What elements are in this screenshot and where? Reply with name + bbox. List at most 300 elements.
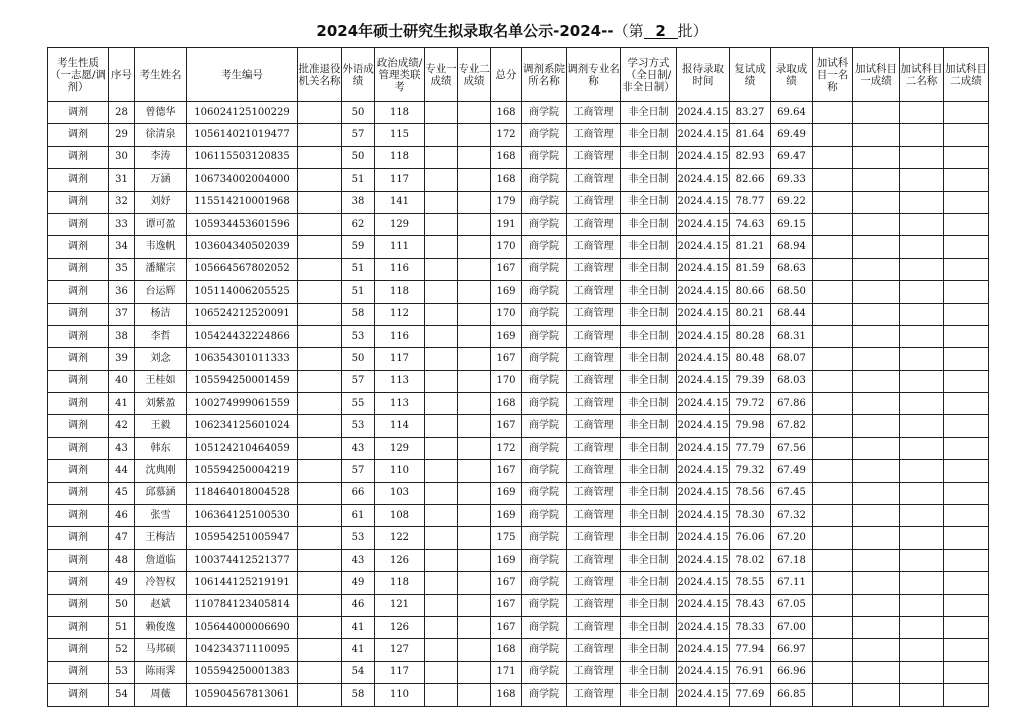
applicant-name-cell: 赵斌 xyxy=(135,594,187,616)
adjust-major-cell: 工商管理 xyxy=(567,549,621,571)
retest-score-cell: 76.91 xyxy=(730,661,771,683)
extra-subject-one-name-cell xyxy=(813,594,853,616)
extra-subject-two-name-cell xyxy=(900,213,944,235)
retest-score-cell: 80.28 xyxy=(730,325,771,347)
admission-date-cell: 2024.4.15 xyxy=(677,505,730,527)
veteran-authority-cell xyxy=(298,661,342,683)
admission-score-cell: 68.31 xyxy=(771,325,813,347)
politics-score-cell: 116 xyxy=(375,325,425,347)
major-one-score-cell xyxy=(425,146,458,168)
extra-subject-two-score-cell xyxy=(944,661,989,683)
study-mode-cell: 非全日制 xyxy=(621,213,677,235)
applicant-name-cell: 邱慕涵 xyxy=(135,482,187,504)
admission-date-cell: 2024.4.15 xyxy=(677,684,730,706)
foreign-language-score-cell: 41 xyxy=(342,639,375,661)
table-row xyxy=(48,415,989,437)
retest-score-cell: 76.06 xyxy=(730,527,771,549)
admission-date-cell: 2024.4.15 xyxy=(677,639,730,661)
serial-no-cell: 50 xyxy=(109,594,135,616)
extra-subject-one-score-cell xyxy=(853,393,900,415)
serial-no-cell: 29 xyxy=(109,124,135,146)
major-two-score-cell xyxy=(458,549,491,571)
admission-score-cell: 69.47 xyxy=(771,146,813,168)
politics-score-cell: 113 xyxy=(375,393,425,415)
serial-no-cell: 32 xyxy=(109,191,135,213)
extra-subject-one-score-cell xyxy=(853,102,900,124)
table-row xyxy=(48,572,989,594)
veteran-authority-cell xyxy=(298,124,342,146)
major-one-score-cell xyxy=(425,527,458,549)
veteran-authority-cell xyxy=(298,146,342,168)
serial-no-cell: 28 xyxy=(109,102,135,124)
admission-score-cell: 66.85 xyxy=(771,684,813,706)
applicant-name-cell: 韩东 xyxy=(135,437,187,459)
study-mode-cell: 非全日制 xyxy=(621,258,677,280)
admission-date-cell: 2024.4.15 xyxy=(677,236,730,258)
extra-subject-one-name-cell xyxy=(813,616,853,638)
admission-score-cell: 68.63 xyxy=(771,258,813,280)
applicant-type-cell: 调剂 xyxy=(48,549,109,571)
study-mode-cell: 非全日制 xyxy=(621,661,677,683)
study-mode-cell: 非全日制 xyxy=(621,281,677,303)
adjust-major-cell: 工商管理 xyxy=(567,460,621,482)
study-mode-cell: 非全日制 xyxy=(621,393,677,415)
table-row xyxy=(48,169,989,191)
applicant-name-cell: 李哲 xyxy=(135,325,187,347)
adjust-school-cell: 商学院 xyxy=(522,661,567,683)
veteran-authority-cell xyxy=(298,684,342,706)
applicant-type-cell: 调剂 xyxy=(48,437,109,459)
table-row xyxy=(48,258,989,280)
column-header: 复试成绩 xyxy=(730,48,771,102)
adjust-school-cell: 商学院 xyxy=(522,415,567,437)
major-two-score-cell xyxy=(458,415,491,437)
admission-score-cell: 67.86 xyxy=(771,393,813,415)
serial-no-cell: 34 xyxy=(109,236,135,258)
extra-subject-two-name-cell xyxy=(900,549,944,571)
politics-score-cell: 112 xyxy=(375,303,425,325)
applicant-name-cell: 冷智权 xyxy=(135,572,187,594)
extra-subject-two-score-cell xyxy=(944,393,989,415)
major-two-score-cell xyxy=(458,482,491,504)
veteran-authority-cell xyxy=(298,191,342,213)
admission-date-cell: 2024.4.15 xyxy=(677,102,730,124)
admission-score-cell: 67.32 xyxy=(771,505,813,527)
major-one-score-cell xyxy=(425,460,458,482)
adjust-school-cell: 商学院 xyxy=(522,348,567,370)
total-score-cell: 170 xyxy=(491,303,522,325)
major-one-score-cell xyxy=(425,102,458,124)
admission-date-cell: 2024.4.15 xyxy=(677,616,730,638)
adjust-major-cell: 工商管理 xyxy=(567,370,621,392)
adjust-school-cell: 商学院 xyxy=(522,146,567,168)
extra-subject-two-score-cell xyxy=(944,437,989,459)
adjust-school-cell: 商学院 xyxy=(522,527,567,549)
serial-no-cell: 41 xyxy=(109,393,135,415)
admission-score-cell: 67.45 xyxy=(771,482,813,504)
title-prefix: 2024年硕士研究生拟录取名单公示-2024-- xyxy=(316,22,614,40)
extra-subject-two-name-cell xyxy=(900,281,944,303)
major-two-score-cell xyxy=(458,124,491,146)
admission-score-cell: 67.56 xyxy=(771,437,813,459)
applicant-name-cell: 王桂如 xyxy=(135,370,187,392)
major-two-score-cell xyxy=(458,437,491,459)
extra-subject-two-score-cell xyxy=(944,594,989,616)
applicant-type-cell: 调剂 xyxy=(48,460,109,482)
major-two-score-cell xyxy=(458,303,491,325)
study-mode-cell: 非全日制 xyxy=(621,639,677,661)
extra-subject-two-name-cell xyxy=(900,460,944,482)
adjust-major-cell: 工商管理 xyxy=(567,505,621,527)
major-one-score-cell xyxy=(425,684,458,706)
table-row xyxy=(48,482,989,504)
veteran-authority-cell xyxy=(298,616,342,638)
foreign-language-score-cell: 57 xyxy=(342,460,375,482)
table-row xyxy=(48,460,989,482)
adjust-major-cell: 工商管理 xyxy=(567,146,621,168)
total-score-cell: 167 xyxy=(491,348,522,370)
retest-score-cell: 82.66 xyxy=(730,169,771,191)
applicant-type-cell: 调剂 xyxy=(48,482,109,504)
extra-subject-two-score-cell xyxy=(944,482,989,504)
politics-score-cell: 117 xyxy=(375,348,425,370)
applicant-name-cell: 刘念 xyxy=(135,348,187,370)
foreign-language-score-cell: 53 xyxy=(342,527,375,549)
applicant-id-cell: 106364125100530 xyxy=(187,505,298,527)
total-score-cell: 170 xyxy=(491,370,522,392)
applicant-name-cell: 杨洁 xyxy=(135,303,187,325)
major-one-score-cell xyxy=(425,124,458,146)
table-row xyxy=(48,616,989,638)
total-score-cell: 172 xyxy=(491,124,522,146)
extra-subject-two-name-cell xyxy=(900,616,944,638)
header-row xyxy=(48,48,989,102)
admission-score-cell: 67.00 xyxy=(771,616,813,638)
adjust-school-cell: 商学院 xyxy=(522,213,567,235)
admission-score-cell: 69.15 xyxy=(771,213,813,235)
extra-subject-one-name-cell xyxy=(813,572,853,594)
serial-no-cell: 51 xyxy=(109,616,135,638)
applicant-id-cell: 106354301011333 xyxy=(187,348,298,370)
applicant-id-cell: 106234125601024 xyxy=(187,415,298,437)
extra-subject-one-name-cell xyxy=(813,661,853,683)
applicant-type-cell: 调剂 xyxy=(48,213,109,235)
major-one-score-cell xyxy=(425,437,458,459)
table-row xyxy=(48,661,989,683)
admission-score-cell: 67.05 xyxy=(771,594,813,616)
politics-score-cell: 126 xyxy=(375,549,425,571)
major-one-score-cell xyxy=(425,325,458,347)
column-header: 批准退役机关名称 xyxy=(298,48,342,102)
serial-no-cell: 33 xyxy=(109,213,135,235)
extra-subject-two-score-cell xyxy=(944,325,989,347)
serial-no-cell: 30 xyxy=(109,146,135,168)
retest-score-cell: 79.72 xyxy=(730,393,771,415)
extra-subject-two-score-cell xyxy=(944,303,989,325)
applicant-type-cell: 调剂 xyxy=(48,393,109,415)
retest-score-cell: 78.02 xyxy=(730,549,771,571)
extra-subject-one-name-cell xyxy=(813,348,853,370)
study-mode-cell: 非全日制 xyxy=(621,348,677,370)
adjust-school-cell: 商学院 xyxy=(522,549,567,571)
extra-subject-one-name-cell xyxy=(813,370,853,392)
admission-date-cell: 2024.4.15 xyxy=(677,460,730,482)
adjust-school-cell: 商学院 xyxy=(522,594,567,616)
total-score-cell: 167 xyxy=(491,616,522,638)
adjust-major-cell: 工商管理 xyxy=(567,236,621,258)
applicant-name-cell: 沈典刚 xyxy=(135,460,187,482)
applicant-type-cell: 调剂 xyxy=(48,594,109,616)
admission-date-cell: 2024.4.15 xyxy=(677,281,730,303)
total-score-cell: 167 xyxy=(491,572,522,594)
applicant-type-cell: 调剂 xyxy=(48,415,109,437)
admission-score-cell: 66.96 xyxy=(771,661,813,683)
extra-subject-two-score-cell xyxy=(944,236,989,258)
extra-subject-two-score-cell xyxy=(944,460,989,482)
extra-subject-one-name-cell xyxy=(813,505,853,527)
retest-score-cell: 74.63 xyxy=(730,213,771,235)
study-mode-cell: 非全日制 xyxy=(621,303,677,325)
foreign-language-score-cell: 43 xyxy=(342,549,375,571)
admission-score-cell: 69.49 xyxy=(771,124,813,146)
applicant-id-cell: 105954251005947 xyxy=(187,527,298,549)
serial-no-cell: 31 xyxy=(109,169,135,191)
adjust-major-cell: 工商管理 xyxy=(567,684,621,706)
extra-subject-two-name-cell xyxy=(900,102,944,124)
adjust-school-cell: 商学院 xyxy=(522,505,567,527)
extra-subject-one-score-cell xyxy=(853,348,900,370)
extra-subject-two-score-cell xyxy=(944,639,989,661)
adjust-major-cell: 工商管理 xyxy=(567,482,621,504)
admission-date-cell: 2024.4.15 xyxy=(677,572,730,594)
applicant-name-cell: 詹道临 xyxy=(135,549,187,571)
politics-score-cell: 121 xyxy=(375,594,425,616)
foreign-language-score-cell: 51 xyxy=(342,169,375,191)
total-score-cell: 169 xyxy=(491,281,522,303)
applicant-id-cell: 105644000006690 xyxy=(187,616,298,638)
retest-score-cell: 81.59 xyxy=(730,258,771,280)
applicant-type-cell: 调剂 xyxy=(48,258,109,280)
adjust-school-cell: 商学院 xyxy=(522,102,567,124)
admission-score-cell: 69.22 xyxy=(771,191,813,213)
study-mode-cell: 非全日制 xyxy=(621,527,677,549)
admission-date-cell: 2024.4.15 xyxy=(677,370,730,392)
extra-subject-one-score-cell xyxy=(853,236,900,258)
table-row xyxy=(48,370,989,392)
extra-subject-two-name-cell xyxy=(900,258,944,280)
extra-subject-one-score-cell xyxy=(853,415,900,437)
adjust-major-cell: 工商管理 xyxy=(567,213,621,235)
table-row xyxy=(48,102,989,124)
adjust-major-cell: 工商管理 xyxy=(567,303,621,325)
veteran-authority-cell xyxy=(298,325,342,347)
extra-subject-two-name-cell xyxy=(900,505,944,527)
major-two-score-cell xyxy=(458,505,491,527)
total-score-cell: 168 xyxy=(491,393,522,415)
major-one-score-cell xyxy=(425,639,458,661)
extra-subject-two-score-cell xyxy=(944,213,989,235)
admission-score-cell: 66.97 xyxy=(771,639,813,661)
study-mode-cell: 非全日制 xyxy=(621,370,677,392)
serial-no-cell: 43 xyxy=(109,437,135,459)
adjust-major-cell: 工商管理 xyxy=(567,325,621,347)
admission-date-cell: 2024.4.15 xyxy=(677,303,730,325)
major-two-score-cell xyxy=(458,616,491,638)
adjust-school-cell: 商学院 xyxy=(522,482,567,504)
extra-subject-two-name-cell xyxy=(900,415,944,437)
adjust-school-cell: 商学院 xyxy=(522,393,567,415)
extra-subject-one-name-cell xyxy=(813,258,853,280)
admission-score-cell: 69.64 xyxy=(771,102,813,124)
serial-no-cell: 54 xyxy=(109,684,135,706)
foreign-language-score-cell: 57 xyxy=(342,124,375,146)
politics-score-cell: 118 xyxy=(375,281,425,303)
major-two-score-cell xyxy=(458,213,491,235)
major-one-score-cell xyxy=(425,549,458,571)
major-one-score-cell xyxy=(425,594,458,616)
foreign-language-score-cell: 38 xyxy=(342,191,375,213)
applicant-type-cell: 调剂 xyxy=(48,370,109,392)
serial-no-cell: 39 xyxy=(109,348,135,370)
major-one-score-cell xyxy=(425,415,458,437)
retest-score-cell: 77.79 xyxy=(730,437,771,459)
total-score-cell: 167 xyxy=(491,415,522,437)
major-two-score-cell xyxy=(458,527,491,549)
veteran-authority-cell xyxy=(298,393,342,415)
serial-no-cell: 42 xyxy=(109,415,135,437)
foreign-language-score-cell: 51 xyxy=(342,258,375,280)
veteran-authority-cell xyxy=(298,415,342,437)
column-header: 加试科目一名称 xyxy=(813,48,853,102)
extra-subject-one-score-cell xyxy=(853,639,900,661)
total-score-cell: 167 xyxy=(491,594,522,616)
adjust-major-cell: 工商管理 xyxy=(567,258,621,280)
veteran-authority-cell xyxy=(298,370,342,392)
applicant-name-cell: 万涵 xyxy=(135,169,187,191)
applicant-name-cell: 台运辉 xyxy=(135,281,187,303)
foreign-language-score-cell: 58 xyxy=(342,303,375,325)
extra-subject-one-score-cell xyxy=(853,191,900,213)
extra-subject-two-name-cell xyxy=(900,348,944,370)
table-row xyxy=(48,146,989,168)
serial-no-cell: 40 xyxy=(109,370,135,392)
extra-subject-two-name-cell xyxy=(900,191,944,213)
applicant-type-cell: 调剂 xyxy=(48,616,109,638)
page-title xyxy=(0,20,1024,41)
major-two-score-cell xyxy=(458,281,491,303)
extra-subject-two-score-cell xyxy=(944,415,989,437)
major-two-score-cell xyxy=(458,325,491,347)
table-row xyxy=(48,594,989,616)
study-mode-cell: 非全日制 xyxy=(621,505,677,527)
table-row xyxy=(48,437,989,459)
veteran-authority-cell xyxy=(298,549,342,571)
politics-score-cell: 113 xyxy=(375,370,425,392)
extra-subject-two-score-cell xyxy=(944,572,989,594)
extra-subject-two-name-cell xyxy=(900,661,944,683)
admission-date-cell: 2024.4.15 xyxy=(677,549,730,571)
applicant-id-cell: 105114006205525 xyxy=(187,281,298,303)
applicant-id-cell: 105614021019477 xyxy=(187,124,298,146)
adjust-school-cell: 商学院 xyxy=(522,684,567,706)
foreign-language-score-cell: 46 xyxy=(342,594,375,616)
applicant-type-cell: 调剂 xyxy=(48,102,109,124)
extra-subject-one-score-cell xyxy=(853,482,900,504)
applicant-id-cell: 106524212520091 xyxy=(187,303,298,325)
extra-subject-two-name-cell xyxy=(900,370,944,392)
veteran-authority-cell xyxy=(298,169,342,191)
adjust-major-cell: 工商管理 xyxy=(567,639,621,661)
adjust-school-cell: 商学院 xyxy=(522,437,567,459)
serial-no-cell: 46 xyxy=(109,505,135,527)
major-one-score-cell xyxy=(425,281,458,303)
foreign-language-score-cell: 61 xyxy=(342,505,375,527)
extra-subject-two-name-cell xyxy=(900,684,944,706)
retest-score-cell: 78.56 xyxy=(730,482,771,504)
politics-score-cell: 110 xyxy=(375,684,425,706)
extra-subject-two-name-cell xyxy=(900,482,944,504)
admission-date-cell: 2024.4.15 xyxy=(677,169,730,191)
admission-date-cell: 2024.4.15 xyxy=(677,258,730,280)
major-two-score-cell xyxy=(458,236,491,258)
total-score-cell: 169 xyxy=(491,505,522,527)
column-header: 专业一成绩 xyxy=(425,48,458,102)
extra-subject-two-score-cell xyxy=(944,169,989,191)
admission-date-cell: 2024.4.15 xyxy=(677,527,730,549)
adjust-school-cell: 商学院 xyxy=(522,616,567,638)
applicant-id-cell: 103604340502039 xyxy=(187,236,298,258)
study-mode-cell: 非全日制 xyxy=(621,236,677,258)
extra-subject-two-score-cell xyxy=(944,102,989,124)
major-two-score-cell xyxy=(458,639,491,661)
admission-score-cell: 67.18 xyxy=(771,549,813,571)
veteran-authority-cell xyxy=(298,527,342,549)
applicant-type-cell: 调剂 xyxy=(48,325,109,347)
veteran-authority-cell xyxy=(298,437,342,459)
adjust-major-cell: 工商管理 xyxy=(567,437,621,459)
applicant-id-cell: 110784123405814 xyxy=(187,594,298,616)
major-two-score-cell xyxy=(458,594,491,616)
major-one-score-cell xyxy=(425,303,458,325)
retest-score-cell: 79.98 xyxy=(730,415,771,437)
veteran-authority-cell xyxy=(298,505,342,527)
veteran-authority-cell xyxy=(298,281,342,303)
foreign-language-score-cell: 66 xyxy=(342,482,375,504)
table-body xyxy=(48,102,989,707)
adjust-major-cell: 工商管理 xyxy=(567,661,621,683)
adjust-major-cell: 工商管理 xyxy=(567,191,621,213)
applicant-type-cell: 调剂 xyxy=(48,505,109,527)
politics-score-cell: 118 xyxy=(375,572,425,594)
major-two-score-cell xyxy=(458,572,491,594)
extra-subject-one-name-cell xyxy=(813,281,853,303)
extra-subject-two-name-cell xyxy=(900,325,944,347)
applicant-name-cell: 李涛 xyxy=(135,146,187,168)
extra-subject-two-score-cell xyxy=(944,258,989,280)
extra-subject-one-name-cell xyxy=(813,684,853,706)
table-row xyxy=(48,325,989,347)
foreign-language-score-cell: 59 xyxy=(342,236,375,258)
politics-score-cell: 122 xyxy=(375,527,425,549)
extra-subject-one-score-cell xyxy=(853,505,900,527)
major-one-score-cell xyxy=(425,258,458,280)
retest-score-cell: 77.94 xyxy=(730,639,771,661)
foreign-language-score-cell: 58 xyxy=(342,684,375,706)
admission-score-cell: 68.50 xyxy=(771,281,813,303)
admission-table xyxy=(47,47,989,707)
adjust-school-cell: 商学院 xyxy=(522,370,567,392)
politics-score-cell: 141 xyxy=(375,191,425,213)
